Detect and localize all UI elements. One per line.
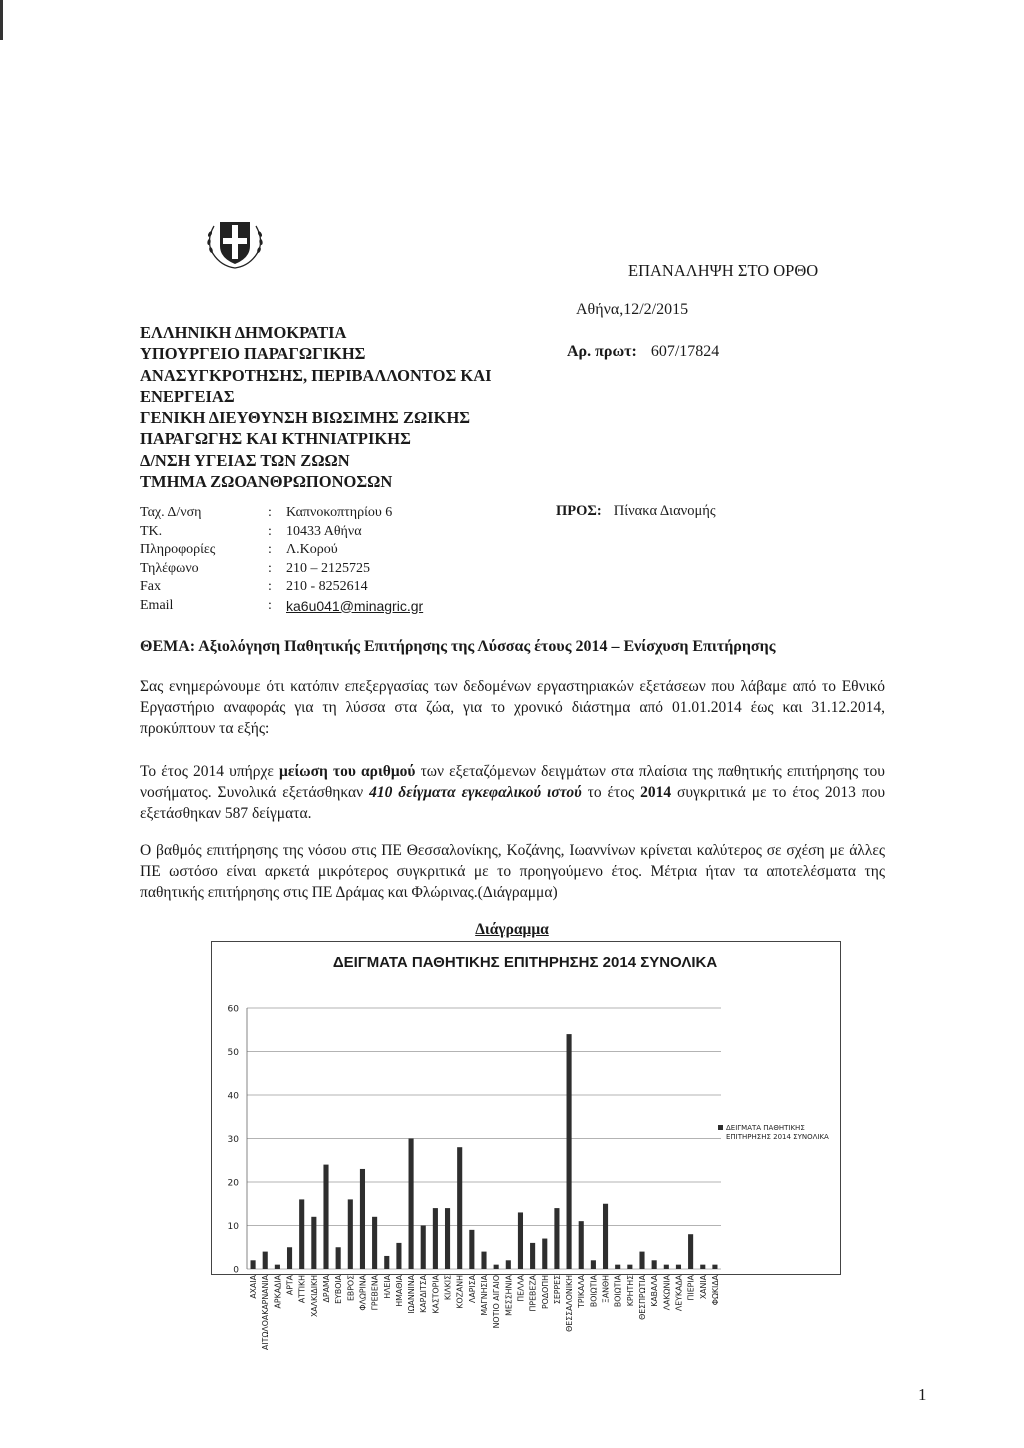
recipient-line xyxy=(556,503,716,520)
header-line: ΠΑΡΑΓΩΓΗΣ ΚΑΙ ΚΤΗΝΙΑΤΡΙΚΗΣ xyxy=(140,429,411,449)
emphasis-text: 2014 xyxy=(640,784,672,801)
bar xyxy=(688,1234,693,1269)
x-tick-label: ΗΜΑΘΙΑ xyxy=(394,1275,404,1307)
contact-separator: : xyxy=(268,542,272,557)
bar xyxy=(445,1208,450,1269)
contact-value: Καπνοκοπτηρίου 6 xyxy=(286,505,393,520)
contact-label: Fax xyxy=(140,579,161,594)
bar xyxy=(323,1165,328,1269)
document-date: Αθήνα,12/2/2015 xyxy=(576,301,689,318)
contact-separator: : xyxy=(268,579,272,594)
contact-separator: : xyxy=(268,560,272,576)
contact-row xyxy=(140,578,423,597)
bar xyxy=(712,1265,717,1269)
x-tick-label: ΚΡΗΤΗΣ xyxy=(625,1275,635,1307)
legend-label: ΕΠΙΤΗΡΗΣΗΣ 2014 ΣΥΝΟΛΙΚΑ xyxy=(726,1133,829,1141)
y-tick-label: 10 xyxy=(227,1222,239,1232)
bar xyxy=(554,1208,559,1269)
x-tick-label: ΕΥΒΟΙΑ xyxy=(334,1275,344,1304)
bar xyxy=(664,1265,669,1269)
x-tick-label: ΙΩΑΝΝΙΝΑ xyxy=(407,1275,417,1314)
bar xyxy=(469,1230,474,1269)
y-tick-label: 30 xyxy=(227,1135,239,1145)
contact-row xyxy=(140,504,423,523)
protocol-value: 607/17824 xyxy=(650,343,720,360)
x-tick-label: ΧΑΛΚΙΔΙΚΗ xyxy=(309,1275,319,1318)
paragraph-assessment: Ο βαθμός επιτήρησης της νόσου στις ΠΕ Θεσσαλονίκης, Κοζάνης, Ιωαννίνων κρίνεται καλύτερος σε σχέση με άλλες ΠΕ ωστόσο είναι αρκετά μικρότερος συγκριτικά με το προηγούμενο έτος. Μέτρια ήταν τα αποτελέσματα της παθητικής επιτήρησης στις ΠΕ Δράμας και Φλώρινας.(Διάγραμμα) xyxy=(140,842,885,901)
y-tick-label: 50 xyxy=(227,1048,239,1058)
x-tick-label: ΑΙΤΩΛΟΑΚΑΡΝΑΝΙΑ xyxy=(261,1275,271,1350)
bar xyxy=(700,1265,705,1269)
x-tick-label: ΚΙΛΚΙΣ xyxy=(443,1275,453,1301)
contact-value: 210 - 8252614 xyxy=(286,579,368,594)
y-tick-label: 20 xyxy=(227,1178,239,1189)
x-tick-label: ΕΒΡΟΣ xyxy=(346,1275,356,1302)
recipient-value: Πίνακα Διανομής xyxy=(613,503,716,519)
x-tick-label: ΝΟΤΙΟ ΑΙΓΑΙΟ xyxy=(492,1275,502,1329)
recipient-label: ΠΡΟΣ: xyxy=(556,503,602,519)
bar xyxy=(530,1243,535,1269)
protocol-label: Αρ. πρωτ: xyxy=(567,343,637,360)
bar xyxy=(421,1226,426,1270)
y-tick-label: 0 xyxy=(233,1265,239,1276)
bar xyxy=(384,1256,389,1269)
x-tick-label: ΛΑΡΙΣΑ xyxy=(467,1275,477,1303)
bar xyxy=(251,1260,256,1269)
x-tick-label: ΤΡΙΚΑΛΑ xyxy=(577,1275,587,1308)
header-line: ΑΝΑΣΥΓΚΡΟΤΗΣΗΣ, ΠΕΡΙΒΑΛΛΟΝΤΟΣ ΚΑΙ xyxy=(140,365,492,385)
bar xyxy=(360,1169,365,1269)
x-tick-label: ΦΩΚΙΔΑ xyxy=(710,1275,720,1306)
bar xyxy=(494,1265,499,1269)
contact-label: Πληροφορίες xyxy=(140,542,216,557)
bar xyxy=(603,1204,608,1269)
x-tick-label: ΘΕΣΣΑΛΟΝΙΚΗ xyxy=(565,1275,575,1332)
bar xyxy=(579,1221,584,1269)
x-tick-label: ΒΟΙΩΤΙΑ xyxy=(613,1275,623,1308)
contact-info-table xyxy=(140,504,423,615)
contact-separator: : xyxy=(268,597,272,613)
chart-heading: Διάγραμμα xyxy=(475,921,549,938)
contact-value: 210 – 2125725 xyxy=(286,560,370,576)
bar xyxy=(652,1260,657,1269)
contact-row xyxy=(140,541,423,560)
x-tick-label: ΘΕΣΠΡΩΤΙΑ xyxy=(638,1275,647,1320)
x-tick-label: ΠΡΕΒΕΖΑ xyxy=(528,1275,538,1312)
bar xyxy=(299,1199,304,1269)
x-tick-label: ΚΑΡΔΙΤΣΑ xyxy=(419,1275,429,1313)
x-tick-label: ΑΧΑΙΑ xyxy=(249,1275,259,1299)
issuing-authority-header xyxy=(140,322,492,492)
x-tick-label: ΠΕΛΛΑ xyxy=(516,1275,526,1302)
x-tick-label: ΑΤΤΙΚΗ xyxy=(297,1275,307,1304)
text-run: Το έτος 2014 υπήρχε xyxy=(140,763,280,780)
bar xyxy=(409,1139,414,1270)
header-line: ΓΕΝΙΚΗ ΔΙΕΥΘΥΝΣΗ ΒΙΩΣΙΜΗΣ ΖΩΙΚΗΣ xyxy=(140,408,471,428)
bar xyxy=(591,1260,596,1269)
emphasis-text: 410 δείγματα εγκεφαλικού ιστού xyxy=(369,784,582,801)
x-tick-label: ΚΟΖΑΝΗ xyxy=(455,1275,465,1309)
contact-value: 10433 Αθήνα xyxy=(286,523,362,539)
x-tick-label: ΠΙΕΡΙΑ xyxy=(686,1275,696,1301)
legend-label: ΔΕΙΓΜΑΤΑ ΠΑΘΗΤΙΚΗΣ xyxy=(726,1124,805,1132)
header-line: ΕΛΛΗΝΙΚΗ ΔΗΜΟΚΡΑΤΙΑ xyxy=(140,323,347,342)
header-line: ΤΜΗΜΑ ΖΩΟΑΝΘΡΩΠΟΝΟΣΩΝ xyxy=(140,472,393,492)
bar xyxy=(372,1217,377,1269)
subject-line: ΘΕΜΑ: Αξιολόγηση Παθητικής Επιτήρησης της Λύσσας έτους 2014 – Ενίσχυση Επιτήρησης xyxy=(140,638,776,655)
bar xyxy=(567,1034,572,1269)
x-tick-label: ΔΡΑΜΑ xyxy=(322,1275,331,1303)
contact-label: Email xyxy=(140,597,174,613)
protocol-number xyxy=(567,343,719,361)
x-tick-label: ΒΟΙΩΤΙΑ xyxy=(589,1275,599,1308)
bar xyxy=(263,1252,268,1269)
bar xyxy=(639,1252,644,1269)
x-tick-label: ΑΡΚΑΔΙΑ xyxy=(273,1275,283,1309)
paragraph-findings xyxy=(140,761,885,824)
x-tick-label: ΡΟΔΟΠΗ xyxy=(540,1275,550,1310)
bar xyxy=(615,1265,620,1269)
bar xyxy=(433,1208,438,1269)
bar xyxy=(542,1239,547,1269)
email-link[interactable]: ka6u041@minagric.gr xyxy=(286,597,424,614)
bar xyxy=(481,1252,486,1269)
repeat-correction-title: ΕΠΑΝΑΛΗΨΗ ΣΤΟ ΟΡΘΟ xyxy=(628,261,819,280)
y-tick-label: 60 xyxy=(227,1004,239,1015)
text-run: των εξεταζόμενων δειγμάτων στα πλαίσια της παθητικής επιτήρησης του νοσήματος. Συνολικά εξετάσθηκαν xyxy=(140,763,885,801)
greek-emblem-icon xyxy=(200,212,270,272)
contact-separator: : xyxy=(268,505,272,520)
bar-chart xyxy=(211,941,839,1350)
x-tick-label: ΧΑΝΙΑ xyxy=(698,1275,708,1300)
x-tick-label: ΚΑΣΤΟΡΙΑ xyxy=(431,1275,441,1314)
x-tick-label: ΓΡΕΒΕΝΑ xyxy=(370,1275,380,1311)
legend-swatch xyxy=(718,1125,723,1130)
bar xyxy=(627,1265,632,1269)
header-line: ΥΠΟΥΡΓΕΙΟ ΠΑΡΑΓΩΓΙΚΗΣ xyxy=(140,344,366,364)
x-tick-label: ΣΕΡΡΕΣ xyxy=(552,1275,562,1305)
bar xyxy=(506,1260,511,1269)
contact-label: Τηλέφωνο xyxy=(140,560,199,576)
bar xyxy=(457,1147,462,1269)
paragraph-intro: Σας ενημερώνουμε ότι κατόπιν επεξεργασίας των δεδομένων εργαστηριακών εξετάσεων που λάβαμε από το Εθνικό Εργαστήριο αναφοράς για τη λύσσα στα ζώα, για το χρονικό διάστημα από 01.01.2014 έως και 31.12.2014, προκύπτουν τα εξής: xyxy=(140,678,885,737)
x-tick-label: ΗΛΕΙΑ xyxy=(382,1275,392,1299)
text-run: το έτος xyxy=(581,784,641,801)
bar xyxy=(348,1199,353,1269)
page-number: 1 xyxy=(918,1385,927,1404)
x-tick-label: ΚΑΒΑΛΑ xyxy=(650,1275,660,1307)
contact-row xyxy=(140,560,423,579)
chart-title: ΔΕΙΓΜΑΤΑ ΠΑΘΗΤΙΚΗΣ ΕΠΙΤΗΡΗΣΗΣ 2014 ΣΥΝΟΛΙΚΑ xyxy=(332,954,718,971)
header-line: ΕΝΕΡΓΕΙΑΣ xyxy=(140,386,235,406)
scan-edge-mark xyxy=(0,0,3,40)
bar xyxy=(396,1243,401,1269)
x-tick-label: ΛΕΥΚΑΔΑ xyxy=(674,1275,684,1312)
bar xyxy=(518,1212,523,1269)
contact-label: ΤΚ. xyxy=(140,523,163,539)
bar xyxy=(676,1265,681,1269)
bar xyxy=(275,1265,280,1269)
y-tick-label: 40 xyxy=(227,1091,239,1102)
bar xyxy=(311,1217,316,1269)
contact-separator: : xyxy=(268,523,272,539)
x-tick-label: ΜΕΣΣΗΝΙΑ xyxy=(504,1275,514,1316)
x-tick-label: ΑΡΤΑ xyxy=(285,1275,295,1296)
x-tick-label: ΞΑΝΘΗ xyxy=(601,1275,611,1304)
contact-value: Λ.Κορού xyxy=(286,542,338,557)
contact-row xyxy=(140,523,423,542)
contact-label: Ταχ. Δ/νση xyxy=(140,505,202,520)
emphasis-text: μείωση του αριθμού xyxy=(279,763,416,780)
x-tick-label: ΜΑΓΝΗΣΙΑ xyxy=(480,1275,489,1316)
contact-row xyxy=(140,597,423,616)
text-run: συγκριτικά με το έτος 2013 που εξετάσθηκαν 587 δείγματα. xyxy=(140,784,886,822)
x-tick-label: ΦΛΩΡΙΝΑ xyxy=(358,1275,368,1311)
x-tick-label: ΛΑΚΩΝΙΑ xyxy=(662,1275,672,1311)
bar xyxy=(287,1247,292,1269)
bar xyxy=(336,1247,341,1269)
header-line: Δ/ΝΣΗ ΥΓΕΙΑΣ ΤΩΝ ΖΩΩΝ xyxy=(140,450,350,470)
